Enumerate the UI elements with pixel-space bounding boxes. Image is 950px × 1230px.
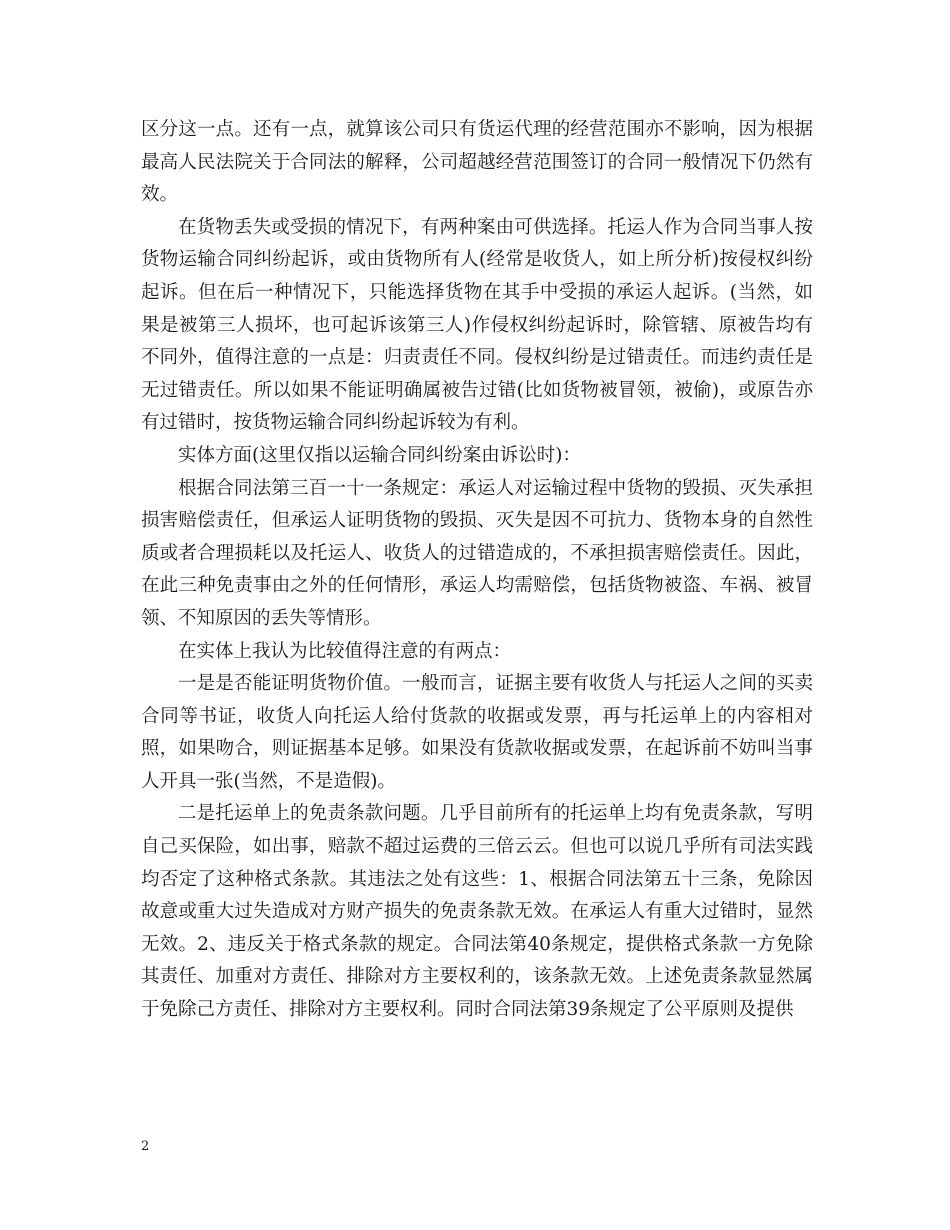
page-number: 2: [141, 1139, 150, 1154]
paragraph-5: 在实体上我认为比较值得注意的有两点：: [178, 640, 512, 662]
paragraph-1: 区分这一点。还有一点，就算该公司只有货运代理的经营范围亦不影响，因为根据最高人民法院关于合同法的解释，公司超越经营范围签订的合同一般情况下仍然有效。: [141, 119, 813, 206]
paragraph-3: 实体方面(这里仅指以运输合同纠纷案由诉讼时)：: [178, 444, 581, 466]
paragraph-2: 在货物丢失或受损的情况下，有两种案由可供选择。托运人作为合同当事人按货物运输合同纠纷起诉，或由货物所有人(经常是收货人，如上所分析)按侵权纠纷起诉。但在后一种情况下，只能选择货物在其手中受损的承运人起诉。(当然，如果是被第三人损坏，也可起诉该第三人)作侵权纠纷起诉时，除管辖、原被告均有不同外，值得注意的一点是：归责责任不同。侵权纠纷是过错责任。而违约责任是无过错责任。所以如果不能证明确属被告过错(比如货物被冒领，被偷)，或原告亦有过错时，按货物运输合同纠纷起诉较为有利。: [141, 216, 813, 434]
paragraph-7: 二是托运单上的免责条款问题。几乎目前所有的托运单上均有免责条款，写明自己买保险，如出事，赔款不超过运费的三倍云云。但也可以说几乎所有司法实践均否定了这种格式条款。其违法之处有这些：1、根据合同法第五十三条，免除因故意或重大过失造成对方财产损失的免责条款无效。在承运人有重大过错时，显然无效。2、违反关于格式条款的规定。合同法第40条规定，提供格式条款一方免除其责任、加重对方责任、排除对方主要权利的，该条款无效。上述免责条款显然属于免除己方责任、排除对方主要权利。同时合同法第39条规定了公平原则及提供: [141, 803, 813, 1021]
body-text: [141, 114, 813, 1027]
paragraph-6: 一是是否能证明货物价值。一般而言，证据主要有收货人与托运人之间的买卖合同等书证，收货人向托运人给付货款的收据或发票，再与托运单上的内容相对照，如果吻合，则证据基本足够。如果没有货款收据或发票，在起诉前不妨叫当事人开具一张(当然，不是造假)。: [141, 673, 813, 792]
paragraph-4: 根据合同法第三百一十一条规定：承运人对运输过程中货物的毁损、灭失承担损害赔偿责任，但承运人证明货物的毁损、灭失是因不可抗力、货物本身的自然性质或者合理损耗以及托运人、收货人的过错造成的，不承担损害赔偿责任。因此，在此三种免责事由之外的任何情形，承运人均需赔偿，包括货物被盗、车祸、被冒领、不知原因的丢失等情形。: [141, 477, 813, 629]
